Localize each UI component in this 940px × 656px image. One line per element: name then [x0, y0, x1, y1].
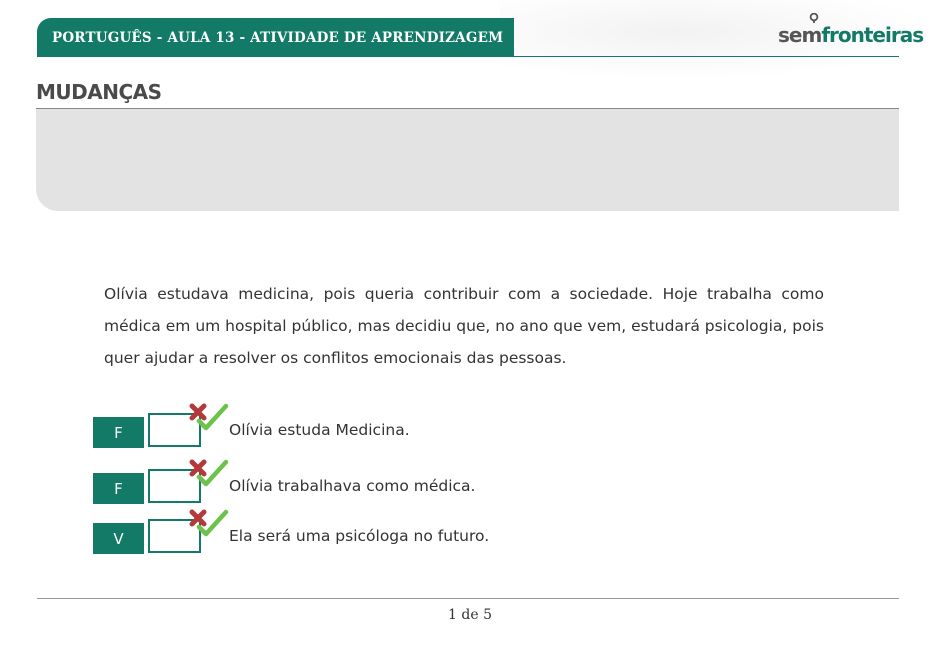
answer-row	[93, 465, 613, 505]
answer-statement: Ela será uma psicóloga no futuro.	[229, 527, 490, 545]
answer-tag: F	[93, 417, 144, 448]
header-divider	[514, 56, 899, 57]
header-title: PORTUGUÊS - AULA 13 - ATIVIDADE DE APRENDIZAGEM	[52, 29, 504, 46]
answer-row	[93, 515, 613, 555]
logo-part-sem: sem	[778, 23, 822, 47]
answer-statement: Olívia estuda Medicina.	[229, 421, 410, 439]
answer-statement: Olívia trabalhava como médica.	[229, 477, 476, 495]
check-cross-icon	[189, 399, 229, 433]
reading-passage: Olívia estudava medicina, pois queria contribuir com a sociedade. Hoje trabalha como médica em um hospital público, mas decidiu que, no ano que vem, estudará psicologia, pois quer ajudar a resolver os conflitos emocionais das pessoas.	[104, 285, 824, 367]
answer-tag: V	[93, 523, 144, 554]
intro-box	[36, 109, 899, 211]
check-cross-icon	[189, 455, 229, 489]
check-cross-icon	[189, 505, 229, 539]
header-bar	[37, 18, 514, 57]
footer-divider	[37, 598, 899, 599]
section-title: MUDANÇAS	[36, 80, 162, 104]
answer-tag: F	[93, 473, 144, 504]
page-indicator: 1 de 5	[448, 607, 492, 623]
answer-row	[93, 409, 613, 449]
logo-part-fronteiras: fronteiras	[821, 23, 924, 47]
logo	[778, 22, 923, 48]
